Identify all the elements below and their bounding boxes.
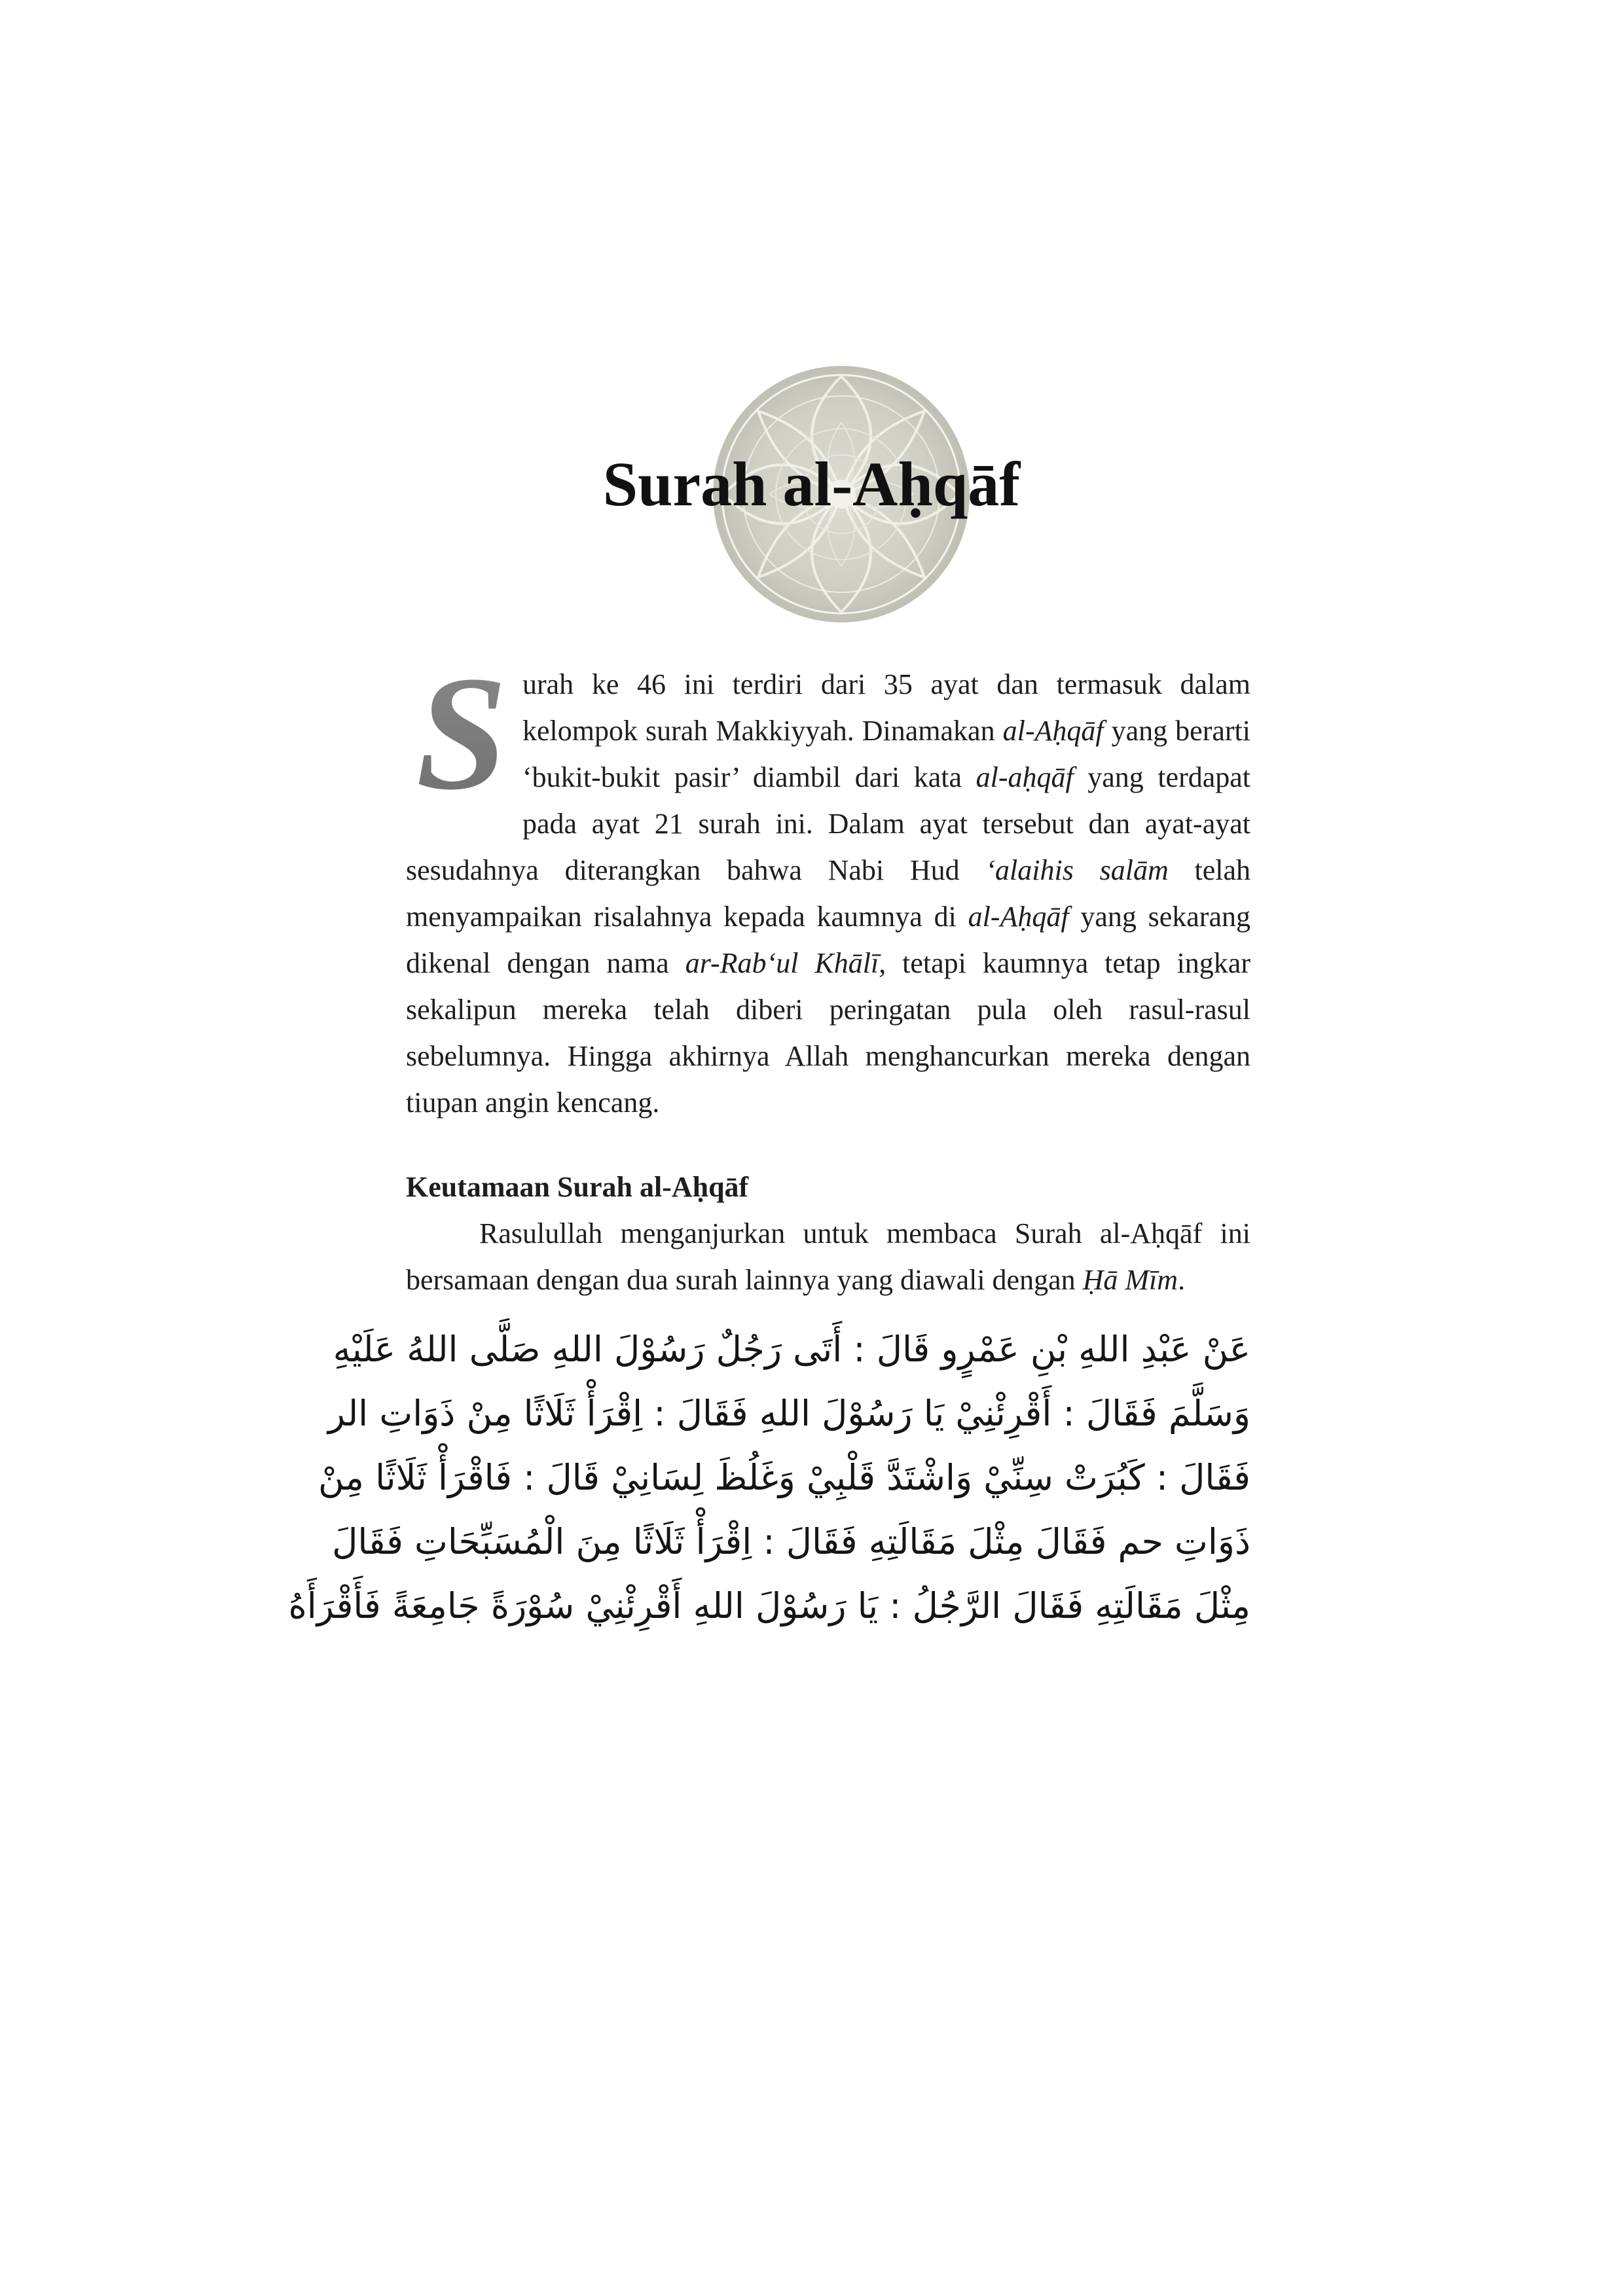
arabic-line: وَسَلَّمَ فَقَالَ : أَقْرِئْنِيْ يَا رَسُوْلَ اللهِ فَقَالَ : اِقْرَأْ ثَلَاثًا مِنْ ذَوَاتِ الر xyxy=(327,1393,1250,1434)
arabic-hadith-block xyxy=(288,1318,1250,1638)
page-content xyxy=(288,643,1251,1638)
arabic-line: عَنْ عَبْدِ اللهِ بْنِ عَمْرٍو قَالَ : أَتَى رَجُلٌ رَسُوْلَ اللهِ صَلَّى اللهُ عَلَيْهِ xyxy=(333,1329,1250,1370)
dropcap-s xyxy=(406,643,517,824)
intro-term-5: ar-Rab‘ul Khālī xyxy=(685,947,879,979)
intro-text-6: , tetapi kaumnya tetap ingkar sekalipun mereka telah diberi peringatan pula oleh rasul-rasul sebelumnya. Hingga akhirnya Allah menghancurkan mereka dengan tiupan angin kencang. xyxy=(406,947,1250,1119)
arabic-line: مِثْلَ مَقَالَتِهِ فَقَالَ الرَّجُلُ : يَا رَسُوْلَ اللهِ أَقْرِئْنِيْ سُوْرَةً جَامِعَةً فَأَقْرَأَهُ xyxy=(288,1585,1250,1626)
intro-paragraph xyxy=(406,643,1251,1126)
section-text-1: Rasulullah menganjurkan untuk membaca Surah al-Aḥqāf ini bersamaan dengan dua surah lainnya yang diawali dengan xyxy=(406,1217,1250,1296)
intro-term-3: ‘alaihis salām xyxy=(985,854,1169,886)
intro-term-1: al-Aḥqāf xyxy=(1002,715,1104,747)
intro-text-5: yang sekarang dikenal dengan nama xyxy=(406,901,1250,979)
chapter-title: Surah al-Aḥqāf xyxy=(602,449,1021,519)
intro-text-3: yang terdapat pada ayat 21 surah ini. Dalam ayat tersebut dan ayat-ayat sesudahnya diterangkan bahwa Nabi Hud xyxy=(406,761,1251,886)
arabic-line: فَقَالَ : كَبُرَتْ سِنِّيْ وَاشْتَدَّ قَلْبِيْ وَغَلُظَ لِسَانِيْ قَالَ : فَاقْرَأْ ثَلَاثًا مِنْ xyxy=(318,1457,1250,1498)
intro-text-4: telah menyampaikan risalahnya kepada kaumnya di xyxy=(406,854,1250,933)
section-paragraph xyxy=(406,1210,1250,1303)
section-heading: Keutamaan Surah al-Aḥqāf xyxy=(406,1171,749,1203)
section-text-2: . xyxy=(1178,1264,1186,1296)
arabic-line: ذَوَاتِ حم فَقَالَ مِثْلَ مَقَالَتِهِ فَقَالَ : اِقْرَأْ ثَلَاثًا مِنَ الْمُسَبِّحَاتِ فَقَالَ xyxy=(332,1521,1250,1562)
dropcap-letter: S xyxy=(416,643,507,824)
intro-text-1: urah ke 46 ini terdiri dari 35 ayat dan termasuk dalam kelompok surah Makkiyyah. Dinamakan xyxy=(522,668,1250,747)
section-term-1: Ḥā Mīm xyxy=(1082,1264,1178,1296)
intro-text-2: yang berarti ‘bukit-bukit pasir’ diambil dari kata xyxy=(522,715,1250,793)
intro-term-4: al-Aḥqāf xyxy=(968,901,1069,933)
intro-term-2: al-aḥqāf xyxy=(976,761,1074,793)
